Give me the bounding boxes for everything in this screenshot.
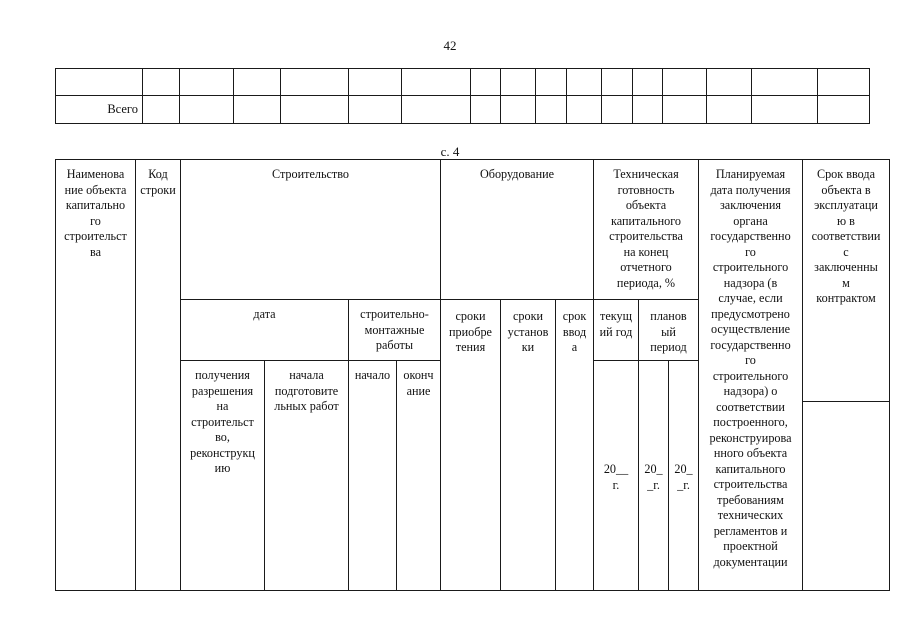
header-year-plan-2: 20_ _г. (674, 462, 693, 492)
header-construction-works: строительно- монтажные работы (360, 307, 429, 352)
header-permit: получения разрешения на строительст во, реконструкц ию (190, 368, 255, 475)
header-date: дата (253, 307, 276, 321)
header-row-code: Код строки (140, 167, 176, 197)
header-commission-term: Срок ввода объекта в эксплуатаци ю в соответствии с заключенны м контрактом (811, 167, 881, 305)
header-year-current: 20__ г. (603, 462, 629, 492)
header-start: начало (354, 368, 391, 382)
header-conclusion-date: Планируемая дата получения заключения органа государственно го строительного надзора (в случае, если предусмотрено осуществление государственно го строительного надзора) о соответствии построенного, реконструирова нного объекта капитального строительства требованиям технических регламентов и проектной документации (709, 167, 792, 569)
header-install-terms: сроки установ ки (507, 309, 549, 354)
header-technical-readiness: Техническая готовность объекта капитального строительства на конец отчетного периода, % (609, 167, 683, 290)
header-planned-period: планов ый период (650, 309, 687, 354)
header-construction: Строительство (271, 167, 350, 181)
header-input-term: срок ввод а (562, 309, 587, 354)
header-equipment: Оборудование (479, 167, 555, 181)
section-label: с. 4 (440, 144, 460, 159)
total-label: Всего (107, 102, 138, 116)
header-object-name: Наименова ние объекта капитально го строительст ва (64, 167, 127, 259)
page-number: 42 (443, 38, 457, 53)
header-end: оконч ание (403, 368, 434, 398)
header-purchase-terms: сроки приобре тения (449, 309, 492, 354)
header-current-year: текущ ий год (599, 309, 633, 339)
header-prep-works-start: начала подготовите льных работ (274, 368, 339, 413)
header-year-plan-1: 20_ _г. (644, 462, 663, 492)
